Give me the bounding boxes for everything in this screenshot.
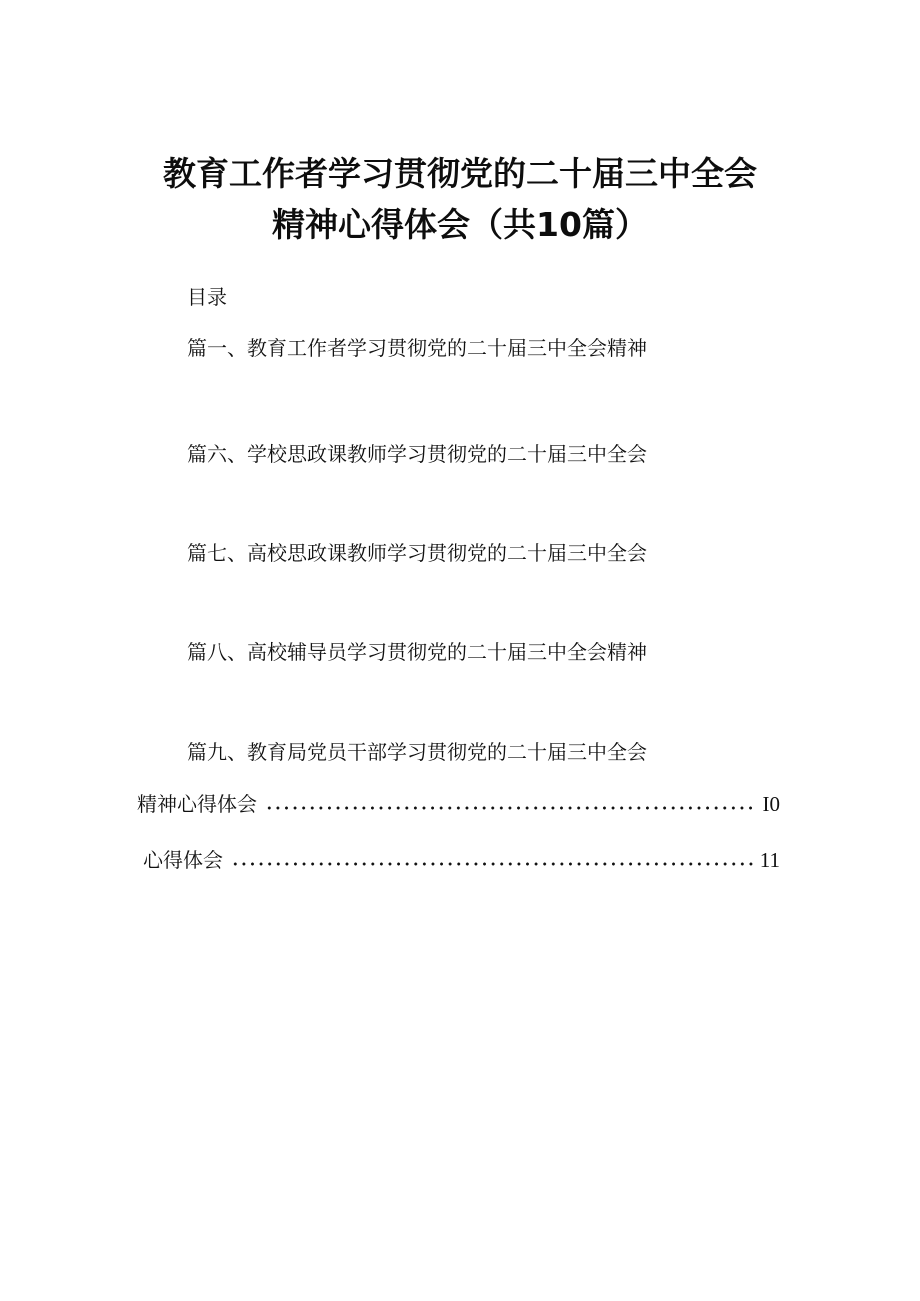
toc-page-number: 11 [759, 848, 780, 872]
toc-dotted-line-1[interactable] [137, 787, 780, 817]
toc-entry-1[interactable]: 篇一、教育工作者学习贯彻党的二十届三中全会精神 [187, 336, 647, 360]
toc-dotted-label: 精神心得体会 [137, 792, 257, 816]
dot-leader [265, 806, 757, 810]
toc-page-number: I0 [762, 792, 780, 816]
toc-entry-9[interactable]: 篇九、教育局党员干部学习贯彻党的二十届三中全会 [187, 740, 647, 764]
toc-entry-7[interactable]: 篇七、高校思政课教师学习贯彻党的二十届三中全会 [187, 541, 647, 565]
dot-leader [231, 862, 754, 866]
document-title-line-1: 教育工作者学习贯彻党的二十届三中全会 [163, 154, 757, 193]
toc-entry-6[interactable]: 篇六、学校思政课教师学习贯彻党的二十届三中全会 [187, 442, 647, 466]
document-title-line-2: 精神心得体会（共10篇） [272, 205, 648, 244]
toc-dotted-line-2[interactable] [143, 843, 780, 873]
toc-heading: 目录 [187, 285, 227, 309]
toc-entry-8[interactable]: 篇八、高校辅导员学习贯彻党的二十届三中全会精神 [187, 640, 647, 664]
toc-dotted-label: 心得体会 [143, 848, 223, 872]
